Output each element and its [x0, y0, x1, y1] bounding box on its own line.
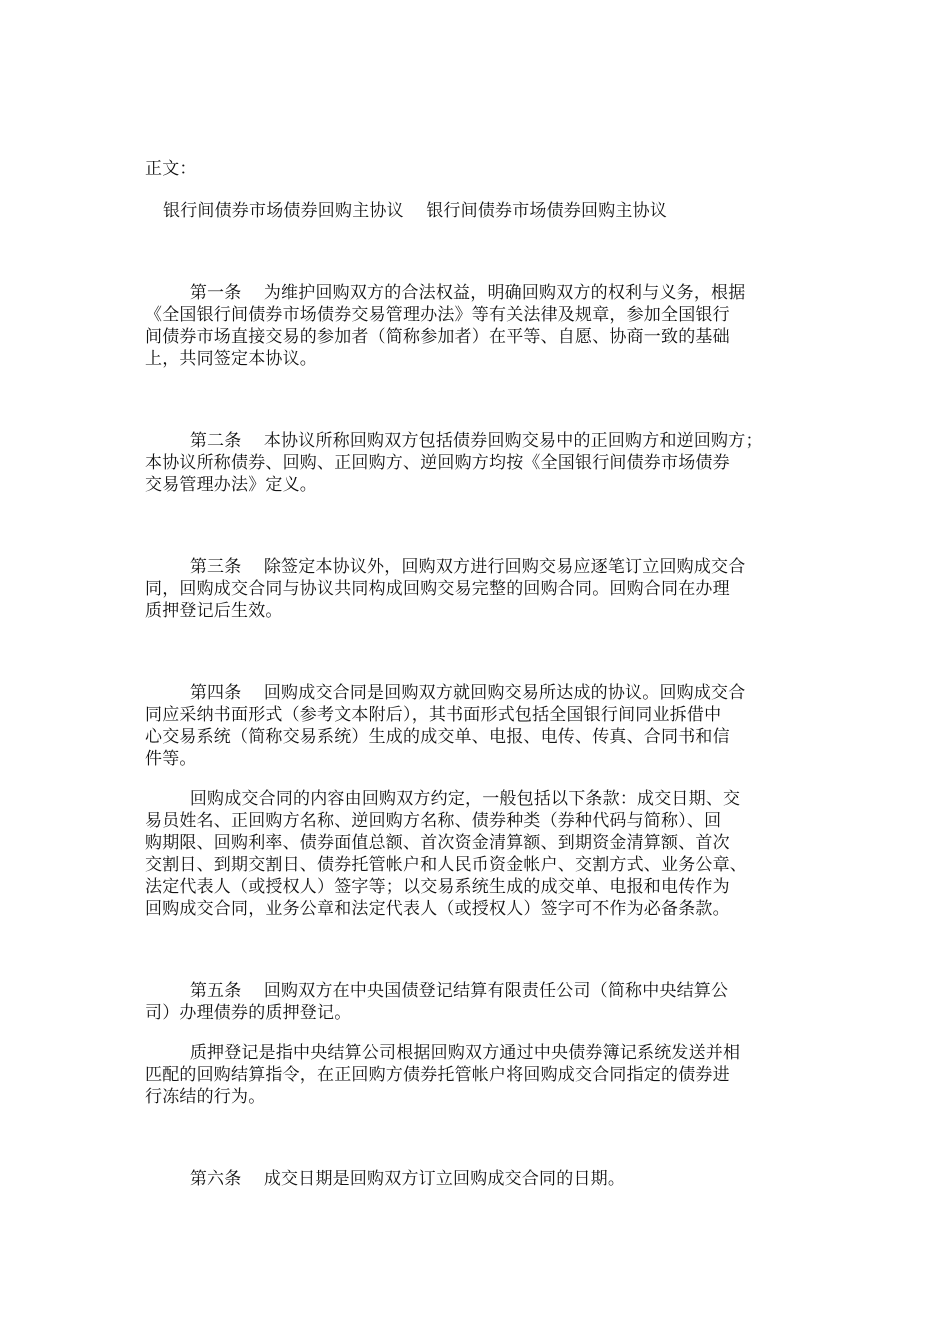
article-3-line-2: 同，回购成交合同与协议共同构成回购交易完整的回购合同。回购合同在办理 [145, 579, 730, 599]
article-1-line-1: 第一条 为维护回购双方的合法权益，明确回购双方的权利与义务，根据 [145, 283, 746, 303]
article-4-line-1: 第四条 回购成交合同是回购双方就回购交易所达成的协议。回购成交合 [145, 683, 746, 703]
article-3-line-1: 第三条 除签定本协议外，回购双方进行回购交易应逐笔订立回购成交合 [145, 557, 746, 577]
article-4-cont-line-3: 购期限、回购利率、债券面值总额、首次资金清算额、到期资金清算额、首次 [145, 833, 730, 853]
article-5-line-1: 第五条 回购双方在中央国债登记结算有限责任公司（简称中央结算公 [145, 981, 729, 1001]
document-title: 银行间债券市场债券回购主协议 银行间债券市场债券回购主协议 [163, 201, 668, 221]
article-2-line-3: 交易管理办法》定义。 [145, 475, 317, 495]
article-1-line-4: 上，共同签定本协议。 [145, 349, 317, 369]
article-2-line-1: 第二条 本协议所称回购双方包括债券回购交易中的正回购方和逆回购方； [145, 431, 763, 451]
article-3-line-3: 质押登记后生效。 [145, 601, 283, 621]
article-4-line-3: 心交易系统（简称交易系统）生成的成交单、电报、电传、传真、合同书和信 [145, 727, 730, 747]
article-5-cont-line-1: 质押登记是指中央结算公司根据回购双方通过中央债券簿记系统发送并相 [145, 1043, 741, 1063]
article-4-line-2: 同应采纳书面形式（参考文本附后），其书面形式包括全国银行间同业拆借中 [145, 705, 722, 725]
article-5-cont-line-2: 匹配的回购结算指令，在正回购方债券托管帐户将回购成交合同指定的债券进 [145, 1065, 730, 1085]
article-4-cont-line-2: 易员姓名、正回购方名称、逆回购方名称、债券种类（券种代码与简称）、回 [145, 811, 722, 831]
article-5-line-2: 司）办理债券的质押登记。 [145, 1003, 352, 1023]
article-2-line-2: 本协议所称债券、回购、正回购方、逆回购方均按《全国银行间债券市场债券 [145, 453, 730, 473]
article-4-line-4: 件等。 [145, 749, 197, 769]
article-4-cont-line-6: 回购成交合同，业务公章和法定代表人（或授权人）签字可不作为必备条款。 [145, 899, 730, 919]
article-6-line-1: 第六条 成交日期是回购双方订立回购成交合同的日期。 [145, 1169, 626, 1189]
article-4-cont-line-4: 交割日、到期交割日、债券托管帐户和人民币资金帐户、交割方式、业务公章、 [145, 855, 747, 875]
article-1-line-2: 《全国银行间债券市场债券交易管理办法》等有关法律及规章，参加全国银行 [145, 305, 730, 325]
article-5-cont-line-3: 行冻结的行为。 [145, 1087, 266, 1107]
body-label: 正文： [145, 159, 197, 179]
article-4-cont-line-5: 法定代表人（或授权人）签字等；以交易系统生成的成交单、电报和电传作为 [145, 877, 730, 897]
article-4-cont-line-1: 回购成交合同的内容由回购双方约定，一般包括以下条款：成交日期、交 [145, 789, 741, 809]
article-1-line-3: 间债券市场直接交易的参加者（简称参加者）在平等、自愿、协商一致的基础 [145, 327, 730, 347]
